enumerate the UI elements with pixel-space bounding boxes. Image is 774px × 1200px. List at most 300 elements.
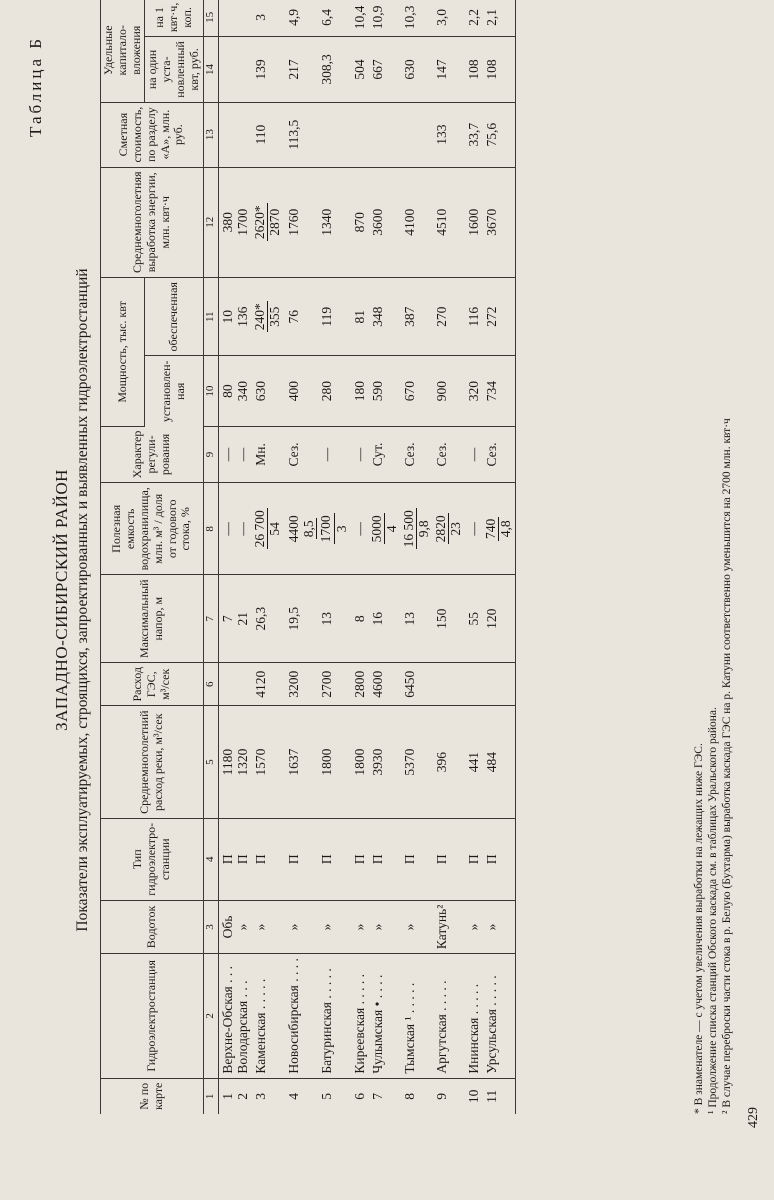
cell-firm (285, 278, 319, 356)
cell-max-head (218, 575, 252, 663)
installed-power: 280 (319, 380, 335, 402)
column-number: 3 (203, 900, 218, 953)
capex-per-kwh: 3,0 (433, 8, 449, 26)
table-row (351, 0, 369, 1114)
storage-fraction-numerator: 26 700 (251, 510, 267, 548)
capex-per-kwh: 10,3 (401, 5, 417, 30)
max-head: 13 (401, 611, 417, 626)
cell-map-number (351, 1078, 369, 1114)
energy-output: 4510 (433, 208, 449, 236)
cell-storage (465, 483, 483, 575)
map-number: 11 (484, 1089, 500, 1103)
capex-per-kw: 504 (351, 59, 367, 80)
cell-firm (318, 278, 350, 356)
col-header-regulation: Характер регули-рования (101, 426, 204, 483)
map-number: 6 (351, 1092, 367, 1100)
cell-capex-kw (465, 37, 483, 103)
cell-energy (285, 167, 319, 278)
cell-energy (369, 167, 401, 278)
cell-ges-flow (369, 663, 401, 706)
firm-power: 272 (484, 306, 500, 327)
max-head: 7 (219, 615, 235, 623)
column-number: 12 (203, 167, 218, 278)
cell-station-name (318, 954, 350, 1078)
cell-river (285, 900, 319, 953)
station-type: П (252, 854, 268, 865)
cell-type (252, 818, 285, 900)
cell-energy (401, 167, 433, 278)
cell-map-number (218, 1078, 252, 1114)
cell-station-name (369, 954, 401, 1078)
regulation-type: — (235, 447, 251, 462)
station-type: П (285, 854, 301, 865)
column-number: 5 (203, 706, 218, 818)
regulation-type: Сез. (285, 442, 301, 467)
firm-power-fraction (253, 301, 282, 332)
station-name: Батуринская . . . . . (319, 968, 335, 1074)
energy-output: 1700 (235, 208, 251, 236)
cell-capex-kwh (483, 0, 516, 37)
cell-energy (351, 167, 369, 278)
cell-capex-kwh (401, 0, 433, 37)
storage-value: — (235, 522, 251, 536)
col-header-firm: обеспеченная (145, 278, 203, 356)
column-number: 2 (203, 954, 218, 1078)
cell-capex-kwh (218, 0, 252, 37)
table-row (401, 0, 433, 1114)
column-number: 13 (203, 102, 218, 167)
storage-fraction (484, 517, 513, 541)
table-label: Таблица Б (26, 36, 45, 137)
firm-power: 81 (351, 310, 367, 324)
river-name: » (285, 923, 301, 931)
station-type: П (319, 854, 335, 865)
station-type: П (484, 854, 500, 865)
river-flow: 1320 (235, 748, 251, 776)
footnote: * В знаменателе — с учетом увеличения выработки на лежащих ниже ГЭС. (693, 743, 705, 1114)
cell-energy (218, 167, 252, 278)
cell-max-head (369, 575, 401, 663)
river-name: » (252, 923, 268, 931)
cell-capex-kwh (433, 0, 465, 37)
cell-capex-kw (252, 37, 285, 103)
cell-river-flow (351, 706, 369, 818)
cell-ges-flow (252, 663, 285, 706)
column-number: 9 (203, 426, 218, 483)
cell-storage (285, 483, 319, 575)
table-row (218, 0, 252, 1114)
river-flow: 5370 (401, 748, 417, 776)
storage-value: — (466, 522, 482, 536)
storage-fraction (253, 508, 282, 549)
storage-fraction-denominator: 9,8 (415, 520, 431, 538)
cell-installed (318, 356, 350, 426)
energy-output: 870 (351, 212, 367, 233)
max-head: 19,5 (285, 606, 301, 631)
regulation-type: Сез. (401, 442, 417, 467)
cell-ges-flow (285, 663, 319, 706)
max-head: 16 (369, 611, 385, 626)
cell-installed (483, 356, 516, 426)
max-head: 150 (433, 608, 449, 629)
cell-type (318, 818, 350, 900)
cell-map-number (318, 1078, 350, 1114)
installed-power: 590 (369, 380, 385, 402)
cell-regulation (369, 426, 401, 483)
max-head: 55 (466, 611, 482, 626)
cell-capex-kw (433, 37, 465, 103)
cell-installed (218, 356, 252, 426)
cell-map-number (369, 1078, 401, 1114)
station-type: П (466, 854, 482, 865)
cell-river-flow (285, 706, 319, 818)
cell-station-name (465, 954, 483, 1078)
cell-ges-flow (483, 663, 516, 706)
cell-capex-kwh (369, 0, 401, 37)
map-number: 4 (285, 1092, 301, 1100)
storage-fraction-numerator: 16 500 (400, 510, 416, 548)
cell-ges-flow (351, 663, 369, 706)
river-flow: 396 (433, 752, 449, 773)
energy-output: 380 (219, 212, 235, 233)
cell-energy (465, 167, 483, 278)
col-header-energy: Среднемноголетняя выработка энергии, млн. квт·ч (101, 167, 204, 278)
cell-regulation (433, 426, 465, 483)
cell-regulation (318, 426, 350, 483)
max-head: 21 (235, 611, 251, 626)
table-row (369, 0, 401, 1114)
cell-type (465, 818, 483, 900)
station-type: П (433, 854, 449, 865)
cell-regulation (351, 426, 369, 483)
cell-river (369, 900, 401, 953)
table-row (252, 0, 285, 1114)
river-flow: 484 (484, 752, 500, 773)
max-head: 120 (484, 608, 500, 629)
energy-output: 3670 (484, 208, 500, 236)
cell-river (465, 900, 483, 953)
station-type: П (219, 854, 235, 865)
cell-storage (218, 483, 252, 575)
regulation-type: Сут. (369, 442, 385, 467)
capex-per-kw: 308,3 (319, 54, 335, 85)
ges-flow: 4120 (252, 670, 268, 698)
cell-cost (465, 102, 483, 167)
region-title: ЗАПАДНО-СИБИРСКИЙ РАЙОН (52, 469, 71, 731)
capex-per-kw: 108 (466, 59, 482, 80)
cell-map-number (252, 1078, 285, 1114)
table-row (465, 0, 483, 1114)
firm-power: 76 (285, 310, 301, 324)
cell-capex-kwh (318, 0, 350, 37)
estimated-cost: 133 (433, 124, 449, 145)
cell-firm (465, 278, 483, 356)
cell-type (285, 818, 319, 900)
cell-regulation (465, 426, 483, 483)
capex-per-kw: 147 (433, 59, 449, 80)
cell-storage (252, 483, 285, 575)
capex-per-kw: 139 (252, 59, 268, 80)
cell-capex-kwh (252, 0, 285, 37)
regulation-type: — (351, 447, 367, 462)
hydro-stations-table (100, 0, 516, 1114)
map-number: 9 (433, 1092, 449, 1100)
cell-installed (369, 356, 401, 426)
station-name: Тымская ¹ . . . . . (401, 982, 417, 1074)
firm-power: 136 (235, 306, 251, 327)
station-name: Новосибирская . . . . (285, 958, 301, 1074)
col-header-max-head: Максимальный напор, м (101, 575, 204, 663)
storage-fraction (402, 508, 431, 549)
col-header-river: Водоток (101, 900, 204, 953)
capex-per-kwh: 2,2 (466, 8, 482, 26)
cell-capex-kwh (351, 0, 369, 37)
cell-installed (465, 356, 483, 426)
cell-firm (252, 278, 285, 356)
cell-map-number (401, 1078, 433, 1114)
cell-installed (401, 356, 433, 426)
column-number: 11 (203, 278, 218, 356)
cell-installed (433, 356, 465, 426)
cell-cost (285, 102, 319, 167)
cell-type (433, 818, 465, 900)
river-name: » (235, 923, 251, 931)
cell-storage (433, 483, 465, 575)
max-head: 13 (319, 611, 335, 626)
cell-type (351, 818, 369, 900)
firm-power: 348 (369, 306, 385, 327)
cell-regulation (483, 426, 516, 483)
capex-per-kwh: 10,4 (351, 5, 367, 30)
cell-installed (285, 356, 319, 426)
storage-fraction-denominator: 4 (383, 525, 399, 533)
energy-output: 1600 (466, 208, 482, 236)
column-number: 1 (203, 1078, 218, 1114)
cell-cost (318, 102, 350, 167)
cell-firm (218, 278, 252, 356)
cell-capex-kwh (285, 0, 319, 37)
river-flow: 3930 (369, 748, 385, 776)
energy-output: 1760 (285, 208, 301, 236)
cell-cost (433, 102, 465, 167)
table-row (483, 0, 516, 1114)
cell-ges-flow (401, 663, 433, 706)
cell-firm (351, 278, 369, 356)
map-number: 5 (319, 1092, 335, 1100)
ges-flow: 6450 (401, 670, 417, 698)
cell-cost (401, 102, 433, 167)
max-head: 26,3 (252, 606, 268, 631)
capex-per-kw: 667 (369, 59, 385, 80)
station-name: Ининская . . . . . (466, 983, 482, 1074)
ges-flow: 2800 (351, 670, 367, 698)
capex-per-kwh: 10,9 (369, 5, 385, 30)
river-flow: 1800 (319, 748, 335, 776)
cell-storage (483, 483, 516, 575)
energy-output: 3600 (369, 208, 385, 236)
station-type: П (351, 854, 367, 865)
storage-fraction-denominator: 23 (448, 522, 464, 536)
capex-per-kw: 108 (484, 59, 500, 80)
cell-map-number (433, 1078, 465, 1114)
col-header-capex-kwh: на 1 квт·ч, коп. (145, 0, 203, 37)
col-header-power-group: Мощность, тыс. квт (101, 278, 145, 427)
cell-cost (351, 102, 369, 167)
cell-installed (351, 356, 369, 426)
cell-map-number (465, 1078, 483, 1114)
cell-station-name (401, 954, 433, 1078)
installed-power: 670 (401, 380, 417, 402)
cell-river-flow (465, 706, 483, 818)
map-number: 7 (369, 1092, 385, 1100)
table-row (318, 0, 350, 1114)
installed-power: 630 (252, 380, 268, 402)
cell-max-head (318, 575, 350, 663)
cell-max-head (401, 575, 433, 663)
cell-max-head (483, 575, 516, 663)
station-type: П (235, 854, 251, 865)
cell-river (218, 900, 252, 953)
footnote: ¹ Продолжение списка станций Обского каскада см. в таблицах Уральского района. (706, 707, 719, 1114)
river-flow: 1637 (285, 748, 301, 776)
cell-type (401, 818, 433, 900)
col-header-ges-flow: Расход ГЭС, м³/сек (101, 663, 204, 706)
table-body (218, 0, 516, 1114)
cell-station-name (483, 954, 516, 1078)
station-name: Киреевская . . . . . (351, 974, 367, 1074)
river-flow: 1180 (219, 748, 235, 776)
cell-installed (252, 356, 285, 426)
cell-capex-kw (285, 37, 319, 103)
cell-storage (318, 483, 350, 575)
cell-firm (433, 278, 465, 356)
installed-power: 320 (466, 380, 482, 402)
map-number: 8 (401, 1092, 417, 1100)
cell-river-flow (401, 706, 433, 818)
storage-volume: 4400 (285, 515, 301, 543)
cell-storage (369, 483, 401, 575)
cell-max-head (285, 575, 319, 663)
cell-regulation (285, 426, 319, 483)
storage-fraction (434, 513, 463, 544)
cell-river (351, 900, 369, 953)
storage-fraction-numerator: 2820 (432, 515, 448, 543)
ges-flow: 4600 (369, 670, 385, 698)
cell-ges-flow (318, 663, 350, 706)
column-number: 4 (203, 818, 218, 900)
cell-map-number (285, 1078, 319, 1114)
cell-river-flow (218, 706, 252, 818)
cell-type (218, 818, 252, 900)
cell-max-head (465, 575, 483, 663)
station-name: Урсульская . . . . . (484, 975, 500, 1074)
installed-power: 400 (285, 380, 301, 402)
footnote: ² В случае переброски части стока в р. Белую (Бухтарма) выработка каскада ГЭС на р. Катуни соответственно уменьшится на 2700 млн. квт·ч (720, 418, 733, 1114)
cell-cost (252, 102, 285, 167)
cell-river-flow (252, 706, 285, 818)
cell-ges-flow (218, 663, 252, 706)
cell-ges-flow (433, 663, 465, 706)
river-name: Катунь² (433, 904, 449, 950)
map-number: 2 (235, 1092, 251, 1100)
column-number: 7 (203, 575, 218, 663)
cell-river (433, 900, 465, 953)
cell-type (369, 818, 401, 900)
regulation-type: Сез. (433, 442, 449, 467)
river-name: » (369, 923, 385, 931)
cell-storage (401, 483, 433, 575)
river-name: » (466, 923, 482, 931)
installed-power: 900 (433, 380, 449, 402)
station-type: П (369, 854, 385, 865)
cell-river (318, 900, 350, 953)
col-header-capex-group: Удельные капитало-вложения (101, 0, 145, 102)
cell-station-name (218, 954, 252, 1078)
storage-fraction (370, 513, 399, 544)
storage-fraction-numerator: 1700 (318, 515, 334, 543)
river-name: » (319, 923, 335, 931)
firm-power-fraction-denominator: 355 (266, 306, 282, 327)
cell-cost (483, 102, 516, 167)
col-header-cost: Сметная стоимость, по разделу «А», млн. руб. (101, 102, 204, 167)
storage-fraction-numerator: 5000 (368, 515, 384, 543)
cell-station-name (351, 954, 369, 1078)
cell-river (483, 900, 516, 953)
column-number: 10 (203, 356, 218, 426)
cell-energy (483, 167, 516, 278)
firm-power: 119 (319, 306, 335, 327)
river-flow: 441 (466, 752, 482, 773)
capex-per-kwh: 6,4 (319, 8, 335, 26)
page-number: 429 (746, 1107, 761, 1128)
cell-max-head (433, 575, 465, 663)
station-name: Чулымская • . . . . (369, 974, 385, 1074)
cell-station-name (433, 954, 465, 1078)
station-name: Аргутская . . . . . (433, 980, 449, 1074)
max-head: 8 (351, 615, 367, 623)
ges-flow: 2700 (319, 670, 335, 698)
cell-map-number (483, 1078, 516, 1114)
installed-power: 340 (235, 380, 251, 402)
storage-fraction (319, 513, 348, 544)
regulation-type: — (319, 447, 335, 462)
storage-fraction-denominator: 4,8 (498, 520, 514, 538)
column-number: 14 (203, 37, 218, 103)
storage-fraction-numerator: 8,5 (301, 520, 317, 538)
storage-fraction-denominator: 54 (266, 522, 282, 536)
col-header-capex-kw: на один уста-новленный квт, руб. (145, 37, 203, 103)
cell-river-flow (433, 706, 465, 818)
capex-per-kw: 217 (285, 59, 301, 80)
cell-ges-flow (465, 663, 483, 706)
cell-river-flow (369, 706, 401, 818)
cell-capex-kw (401, 37, 433, 103)
firm-power-fraction-numerator: 240* (251, 303, 267, 331)
cell-max-head (351, 575, 369, 663)
river-name: Обь (219, 915, 235, 939)
firm-power: 270 (433, 306, 449, 327)
cell-firm (483, 278, 516, 356)
capex-per-kw: 630 (401, 59, 417, 80)
energy-fraction (253, 203, 282, 241)
regulation-type: Мн. (252, 443, 268, 466)
cell-firm (401, 278, 433, 356)
column-number: 6 (203, 663, 218, 706)
storage-value: — (219, 522, 235, 536)
column-number: 15 (203, 0, 218, 37)
map-number: 3 (252, 1092, 268, 1100)
cell-capex-kw (483, 37, 516, 103)
